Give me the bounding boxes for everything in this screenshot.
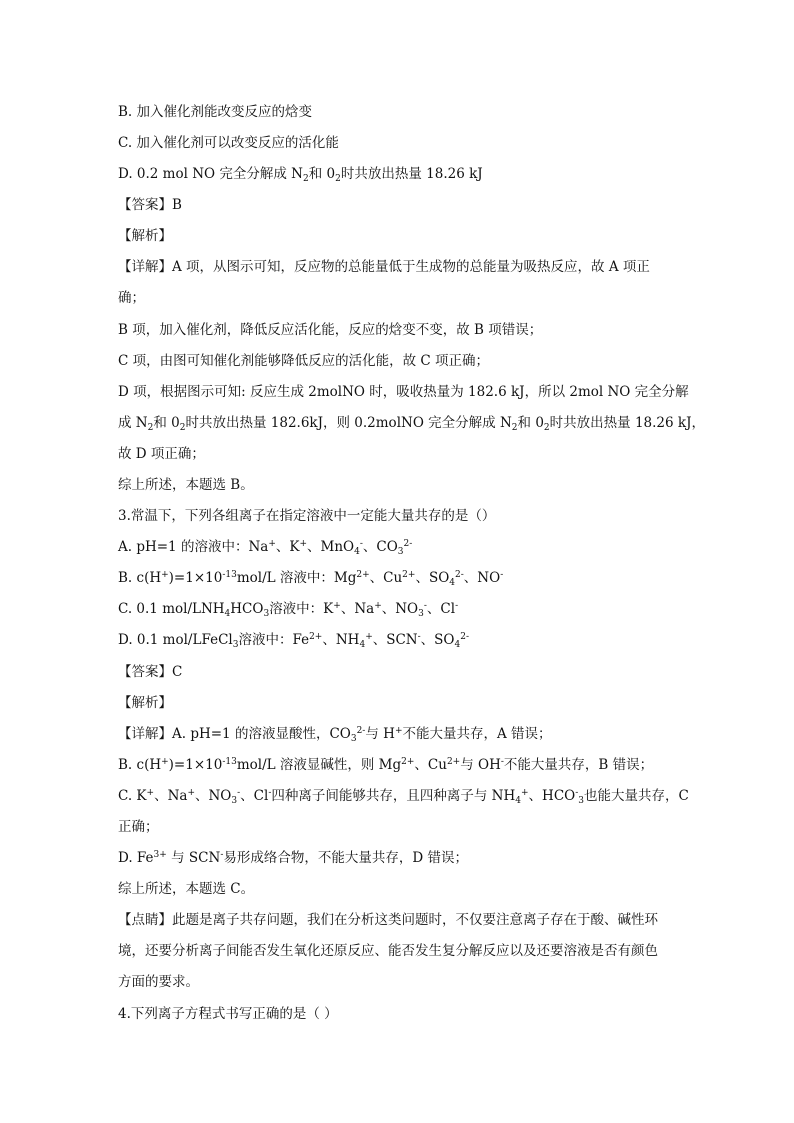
option-a: A. pH=1 的溶液中：Na+、K+、MnO$_4$-、$CO_3^{2-}$ bbox=[118, 539, 413, 557]
option-c: C. 0.1 mol/$LNH_4HCO_3$溶液中：K+、Na+、$NO_3^-$、Cl- bbox=[118, 601, 459, 619]
option-d: D. 0.2 mol NO 完全分解成 $N_2$和 $0_2$时共放出热量 18.26 kJ bbox=[118, 166, 483, 184]
explanation-line: D. $Fe^{3+}$ 与 SCN-易形成络合物，不能大量共存，D 错误； bbox=[118, 850, 468, 866]
option-c: C. 加入催化剂可以改变反应的活化能 bbox=[118, 135, 339, 151]
analysis-label: 【解析】 bbox=[118, 695, 172, 711]
note-line: 方面的要求。 bbox=[118, 974, 199, 990]
question-4-stem: 4.下列离子方程式书写正确的是（ ） bbox=[118, 1006, 338, 1022]
answer-label: 【答案】B bbox=[118, 197, 182, 213]
note-line: 境，还要分析离子间能否发生氧化还原反应、能否发生复分解反应以及还要溶液是否有颜色 bbox=[118, 943, 658, 959]
explanation-line: C 项，由图可知催化剂能够降低反应的活化能，故 C 项正确； bbox=[118, 353, 490, 369]
option-b: B. $c(H^+)=1\times 10^{-13}mol/L$ 溶液中：$Mg^{2+}$、$Cu^{2+}$、$SO_4^{2-}$、NO- bbox=[118, 570, 504, 588]
summary-line: 综上所述，本题选 B。 bbox=[118, 477, 254, 493]
explanation-line: 【详解】A. pH=1 的溶液显酸性，$CO_3^{2-}$与 H+不能大量共存，A 错误； bbox=[118, 726, 552, 744]
analysis-label: 【解析】 bbox=[118, 228, 172, 244]
summary-line: 综上所述，本题选 C。 bbox=[118, 881, 255, 897]
option-b: B. 加入催化剂能改变反应的焓变 bbox=[118, 104, 313, 120]
explanation-line: 正确； bbox=[118, 819, 159, 835]
answer-label: 【答案】C bbox=[118, 664, 183, 680]
option-d: D. 0.1 mol/LFeCl$_3$溶液中：$Fe^{2+}$、$NH_4^+$、SCN-、$SO_4^{2-}$ bbox=[118, 632, 470, 650]
explanation-line: C. K+、Na+、$NO_3^-$、Cl-四种离子间能够共存，且四种离子与 $NH_4^+$、$HCO^-_3$也能大量共存，C bbox=[118, 788, 689, 806]
explanation-line: 【详解】A 项，从图示可知，反应物的总能量低于生成物的总能量为吸热反应，故 A 项正 bbox=[118, 259, 650, 275]
explanation-line: B. $c(H^+)=1\times 10^{-13}mol/L$ 溶液显碱性，则 $Mg^{2+}$、$Cu^{2+}$与 OH-不能大量共存，B 错误； bbox=[118, 757, 654, 773]
explanation-line: 确； bbox=[118, 290, 145, 306]
question-3-stem: 3.常温下，下列各组离子在指定溶液中一定能大量共存的是（） bbox=[118, 508, 496, 524]
note-line: 【点睛】此题是离子共存问题，我们在分析这类问题时，不仅要注意离子存在于酸、碱性环 bbox=[118, 912, 658, 928]
explanation-line: 故 D 项正确； bbox=[118, 446, 205, 462]
explanation-line: D 项，根据图示可知: 反应生成 2molNO 时，吸收热量为 182.6 kJ，所以 2mol NO 完全分解 bbox=[118, 384, 689, 400]
explanation-line: B 项，加入催化剂，降低反应活化能，反应的焓变不变，故 B 项错误； bbox=[118, 322, 543, 338]
explanation-line: 成 $N_2$和 $0_2$时共放出热量 182.6kJ，则 0.2molNO 完全分解成 $N_2$和 $0_2$时共放出热量 18.26 kJ， bbox=[118, 415, 705, 433]
